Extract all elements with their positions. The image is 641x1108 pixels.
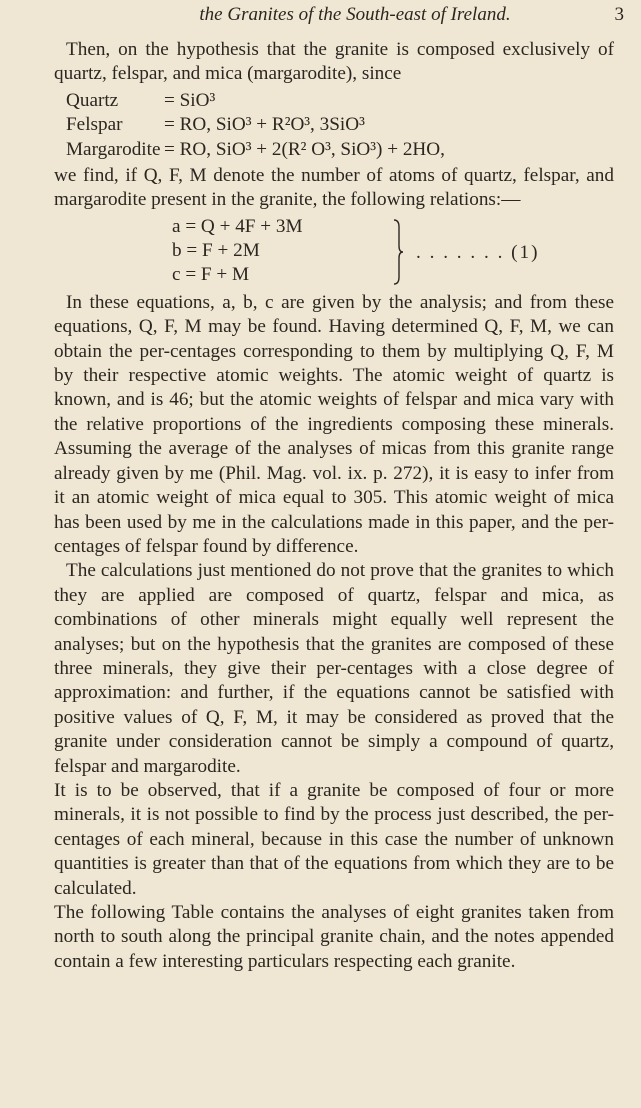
formula-name: Quartz [66, 89, 119, 111]
formula-value: = RO, SiO³ + R²O³, 3SiO³ [164, 114, 365, 136]
paragraph-relations: we find, if Q, F, M denote the number of atoms of quartz, felspar, and margarodite present in the granite, the following relations:— [54, 165, 614, 211]
body-text [54, 38, 614, 974]
paragraph-table-intro: The following Table contains the analyses of eight granites taken from north to south along the principal granite chain, and the notes appended contain a few interesting particulars respecting each granite. [54, 902, 614, 972]
equation-b: b = F + 2M [172, 239, 260, 261]
formula-name: Margarodite [66, 138, 161, 160]
equation-a: a = Q + 4F + 3M [172, 215, 303, 237]
paragraph-observation: It is to be observed, that if a granite be composed of four or more minerals, it is not possible to find by the process just described, the per-centages of each mineral, because in this case the number of unknown quantities is greater than that of the equations from which they are to be calculated. [54, 779, 614, 899]
formula-value: = SiO³ [164, 89, 216, 111]
formula-row-felspar [66, 113, 614, 137]
paragraph-intro: Then, on the hypothesis that the granite is composed exclusively of quartz, felspar, and mica (margarodite), since [54, 39, 614, 85]
formula-row-margarodite [66, 138, 614, 162]
paragraph-method: In these equations, a, b, c are given by the analysis; and from these equations, Q, F, M may be found. Having determined Q, F, M, we can obtain the per-centages corresponding to them by multiplying Q, F, M by their respective atomic weights. The atomic weight of quartz is known, and is 46; but the atomic weights of felspar and mica vary with the relative proportions of the ingredients composing these minerals. Assuming the average of the analyses of micas from this granite range already given by me (Phil. Mag. vol. ix. p. 272), it is easy to infer from it an atomic weight of mica equal to 305. This atomic weight of mica has been used by me in the calculations made in this paper, and the per-centages of felspar found by difference. [54, 291, 614, 557]
mineral-formulas [54, 89, 614, 162]
paragraph-calculations: The calculations just mentioned do not prove that the granites to which they are applied are composed of quartz, felspar and mica, as combinations of other minerals might equally well represent the analyses; but on the hypothesis that the granites are composed of these three minerals, they give their per-centages with a close degree of approximation: and further, if the equations cannot be satisfied with positive values of Q, F, M, it may be considered as proved that the granite under consideration cannot be simply a compound of quartz, felspar and margarodite. [54, 560, 614, 777]
equation-system [172, 215, 614, 291]
right-brace [392, 219, 404, 285]
running-header [40, 4, 630, 28]
running-title: the Granites of the South-east of Ireland. [199, 4, 511, 25]
formula-value: = RO, SiO³ + 2(R² O³, SiO³) + 2HO, [164, 138, 445, 160]
formula-row-quartz [66, 89, 614, 113]
page-number: 3 [614, 4, 624, 25]
formula-name: Felspar [66, 114, 123, 136]
equation-c: c = F + M [172, 263, 250, 285]
equation-number: . . . . . . . (1) [416, 241, 540, 263]
